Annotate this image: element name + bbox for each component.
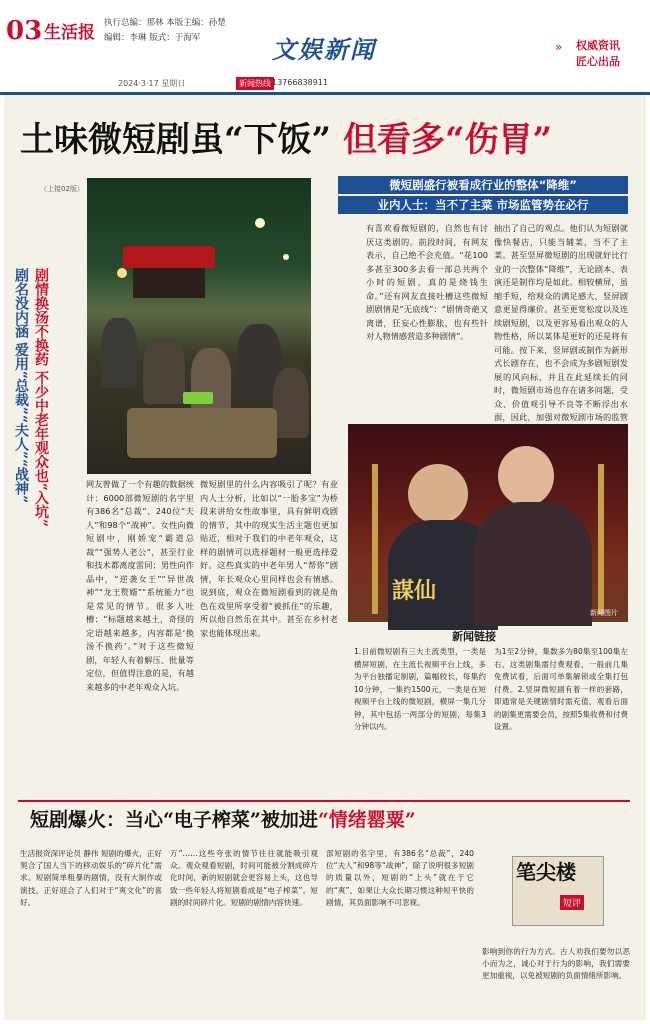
article-column: 抽出了自己的观点。他们认为短剧就像快餐店，只能当辅菜，当不了主菜。甚至竖屏微短剧的出现就好比行业的一次整体“降维”，无论剧本、表演还是制作均是如此。相较横屏，虽缩手短，给观众的满足感大，竖屏剧意更显得廉价。甚至更宽松度以及连续剧短剧，以及更容易看出观众的人物性格，所以某体是更好的还是将有可能。按下来，竖屏剧或制作为新形式长剧存在，也不会成为多剧短剧发展的风向标，并且在此延续长的同时，微短剧市场也存在诸多问题，受众、价值观引导不良等不断浮出水面，因此，加强对微短剧市场的监管 bbox=[494, 223, 628, 422]
article-column: 微短剧里的什么内容吸引了呢？有业内人士分析，比如以“一胎多宝”为桥段来讲给女性故事里，具有鲜明戏剧的情节，其中的现实生活主题也更加贴近，相对于我们的中老年观众，这样的剧情可以选择题材一般更选择爱好。这些真实的中老年男人“帮你”剧情，年长观众心里同样也会有情感。说到底，观众在微短剧看到的就是角色在戏里所享受着“被抓住”的乐趣，所以他自然乐在其中。甚至在乡村老家也能体现出来。 bbox=[200, 479, 338, 638]
commentary-column: 万”……这些夸张的情节往往就能吸引观众。观众观看短剧，时间可能被分割成碎片化时间，新的短剧就会更容易上头，这也导致一些年轻人将短剧看成是“电子榨菜”。短剧的时间碎片化。短剧的剧情内容快速。 bbox=[170, 849, 318, 907]
editor-line-1: 执行总编：那林 本版主编：孙楚 bbox=[104, 18, 226, 28]
story-divider bbox=[18, 800, 630, 802]
hotline-number: 13766838911 bbox=[272, 78, 328, 87]
commentary-column: 部短剧的名字里，有386名“总裁”，240位“夫人”和98等“战神”，除了说明很多短剧的质量以外，短剧的“上头”就在于它的“爽”，如果让大众长期习惯这种短平快的剧情，其负面影响不可忽视。 bbox=[326, 849, 474, 907]
subhead-1: 微短剧盛行被看成行业的整体“降维” bbox=[338, 176, 628, 194]
editor-line-2: 编辑：李琳 版式：于海军 bbox=[104, 33, 201, 43]
news-link-column: 1.目前微短剧有三大主流类型，一类是横屏短剧，在主流长视频平台上线，多为平台独播定制剧，篇幅较长，每集约10分钟，一集约1500元，一类是在短视频平台上线的微短剧，横屏一集几分钟，其中包括一两部分的短剧，每集3分钟以内。 bbox=[354, 647, 486, 731]
actor-jacket bbox=[474, 502, 592, 626]
commentary-column: 生活报资深评论员 静伟 短剧的爆火，正好契合了国人当下的移动娱乐的“碎片化”需求。短剧简单粗暴的剧情，没有大制作或演技，正好迎合了人们对于“爽文化”的喜好。 bbox=[20, 849, 162, 907]
diner-figure bbox=[273, 368, 309, 438]
hotline-label: 新闻热线 bbox=[236, 77, 274, 90]
dining-table bbox=[127, 408, 277, 458]
vertical-deck-1: 剧情换汤不换药 不少中老年观众也“入坑” bbox=[33, 268, 49, 527]
headline-part-2: 但看多“伤胃” bbox=[342, 120, 553, 160]
photo-caption: 新闻图片 bbox=[590, 609, 618, 617]
editor-credits bbox=[104, 16, 226, 46]
pavilion-body bbox=[133, 268, 205, 298]
article-column: 有喜欢看微短剧的，自然也有讨厌这类剧的。前段时间，有网友表示，自己绝不会充值。“花100多甚至300多去看一部总共两个小时的短剧，真的是烧钱生命。”还有网友直接吐槽这些微短剧剧情是“无底线”：“剧情奇葩又离谱，狂妄心性膨胀，也有些针对人物情感营造多种剧情”。 bbox=[366, 223, 488, 341]
headline-2 bbox=[30, 805, 416, 832]
green-sign bbox=[183, 392, 213, 404]
column-brand: 笔尖楼 bbox=[516, 860, 576, 884]
lamp bbox=[117, 268, 127, 278]
column-sub-label: 短评 bbox=[560, 895, 584, 910]
headline-part-1: 土味微短剧虽“下饭” bbox=[20, 120, 332, 160]
drama-still-photo bbox=[348, 424, 628, 622]
news-link-title: 新闻链接 bbox=[452, 630, 496, 643]
slogan-line-2: 匠心出品 bbox=[576, 55, 620, 68]
night-market-photo bbox=[87, 178, 311, 474]
railing-post bbox=[598, 464, 604, 614]
commentary-column: 影响到你的行为方式。古人劝我们要勿以恶小而为之，诚心对于行为的影响，我们需要更加重视，以免被短剧的负面情绪所影响。 bbox=[482, 947, 630, 981]
subhead-2: 业内人士：当不了主菜 市场监管势在必行 bbox=[338, 196, 628, 214]
paper-name: 生活报 bbox=[44, 23, 95, 43]
railing-post bbox=[372, 464, 378, 614]
double-arrow-icon: » bbox=[555, 40, 563, 54]
lamp bbox=[283, 254, 289, 260]
section-title: 文娱新闻 bbox=[272, 35, 376, 64]
drama-logo: 謀仙 bbox=[392, 578, 437, 604]
diner-figure bbox=[143, 338, 185, 404]
diner-figure bbox=[101, 318, 137, 388]
date: 2024·3·17 星期日 bbox=[118, 79, 186, 88]
page-number: 03 bbox=[6, 16, 43, 46]
article-column: 网友曾做了一个有趣的数据统计：6000部微短剧的名字里有386名“总裁”、240位“夫人”和98个“战神”。女性向微短剧中，刚娇宠“霸道总裁”“强势人老公”，甚至行业和技术都离度雷同；男性向作品中，“逆袭女王”“异世战神”“龙王赘婿”“系统能力”也是常见的情节。很多人吐槽：“标题越来越土，奇怪的定语越来越多，内容都是‘换汤不换药’。”对于这些微短剧，年轻人有着解压、批量等定位，但值得注意的是，有越来越多的中老年观众入坑。 bbox=[86, 479, 194, 692]
news-link-column: 为1至2分钟，集数多为80集至100集左右，这类剧集需付费观看，一般前几集免费试看，后面可单集解锁或全集打包付费。2.竖屏微短剧有着一样的套路，即通常是关键剧情时需充值，观看后面的剧集更需要会员，按照5集收费和付费设置。 bbox=[494, 647, 628, 731]
actor-head bbox=[498, 446, 554, 506]
slogan bbox=[576, 38, 620, 70]
pavilion-roof bbox=[123, 246, 215, 268]
continued-label: （上接02版） bbox=[40, 185, 84, 193]
slogan-line-1: 权威资讯 bbox=[576, 39, 620, 52]
lamp bbox=[255, 218, 265, 228]
headline bbox=[20, 112, 552, 161]
vertical-deck-2: 剧名没内涵 爱用“总裁”“夫人”“战神” bbox=[13, 268, 29, 504]
headline-2-part-1: 短剧爆火：当心“电子榨菜”被加进 bbox=[30, 809, 318, 831]
actor-head bbox=[408, 464, 468, 524]
headline-2-part-2: “情绪罂粟” bbox=[317, 809, 416, 831]
